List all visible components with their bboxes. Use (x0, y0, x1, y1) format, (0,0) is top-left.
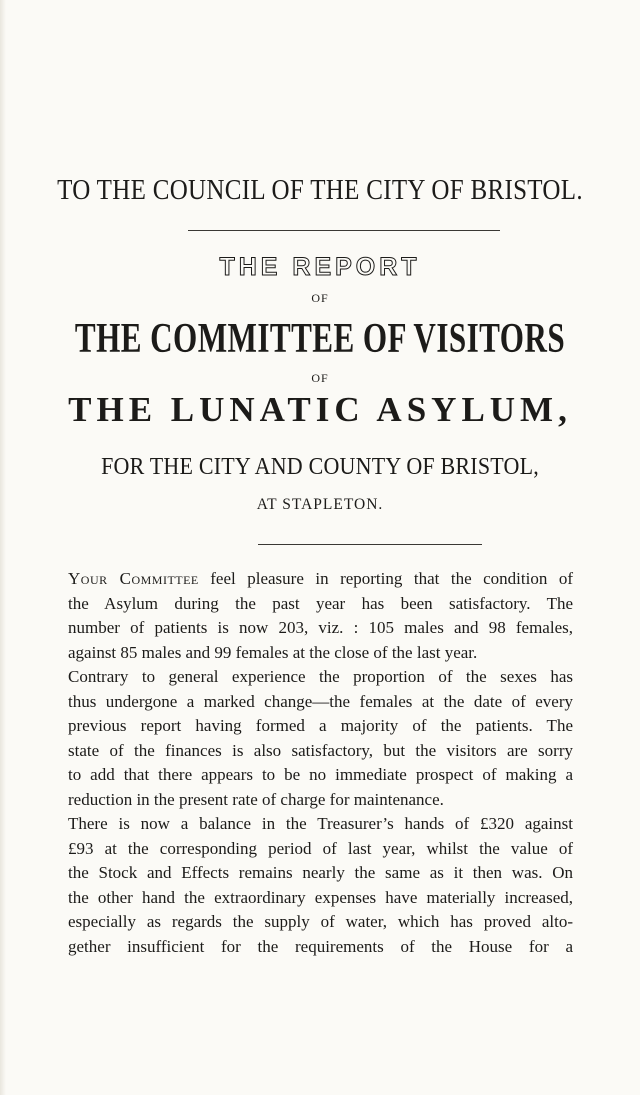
location-line: AT STAPLETON. (256, 496, 384, 513)
paragraph-1-line-1: Your Committee feel pleasure in reporting that the condition of (68, 569, 573, 588)
city-county-line: FOR THE CITY AND COUNTY OF BRISTOL, (101, 452, 539, 480)
of-connector-2: OF (311, 371, 329, 385)
paragraph-1-line-3: number of patients is now 203, viz. : 105 males and 98 females, (68, 618, 573, 637)
of-connector-1: OF (311, 291, 329, 305)
paragraph-3-line-4: the other hand the extraordinary expenses have materially increased, (68, 887, 573, 907)
paragraph-3-line-2: £93 at the corresponding period of last year, whilst the value of (68, 838, 573, 858)
paragraph-2-line-3: previous report having formed a majority of the patients. The (68, 716, 573, 735)
heading-rule-top (188, 230, 500, 231)
paragraph-1-line-4: against 85 males and 99 females at the close of the last year. (68, 642, 478, 662)
paragraph-3-line-3: the Stock and Effects remains nearly the same as it then was. On (68, 863, 573, 882)
page-binding-edge (0, 0, 6, 1095)
paragraph-2-line-2: thus undergone a marked change—the females at the date of every (68, 691, 573, 711)
asylum-title: THE LUNATIC ASYLUM, (68, 390, 572, 429)
paragraph-2-line-5: to add that there appears to be no immediate prospect of making a (68, 765, 573, 784)
paragraph-3-line-5: especially as regards the supply of water, which has proved alto- (68, 912, 573, 931)
report-body (68, 567, 573, 959)
paragraph-2-line-4: state of the finances is also satisfactory, but the visitors are sorry (68, 740, 573, 760)
paragraph-1-line-2: the Asylum during the past year has been satisfactory. The (68, 593, 573, 613)
paragraph-2-line-1: Contrary to general experience the proportion of the sexes has (68, 667, 573, 686)
lead-in-small-caps: Your Committee (68, 569, 199, 588)
paragraph-2-line-6: reduction in the present rate of charge for maintenance. (68, 789, 444, 809)
paragraph-3-line-6: gether insufficient for the requirements of the House for a (68, 936, 573, 956)
committee-title: THE COMMITTEE OF VISITORS (74, 315, 566, 363)
report-title: THE REPORT (219, 253, 421, 281)
paragraph-3-line-1: There is now a balance in the Treasurer’s hands of £320 against (68, 814, 573, 833)
heading-rule-bottom (258, 544, 482, 545)
address-heading: TO THE COUNCIL OF THE CITY OF BRISTOL. (57, 175, 583, 207)
